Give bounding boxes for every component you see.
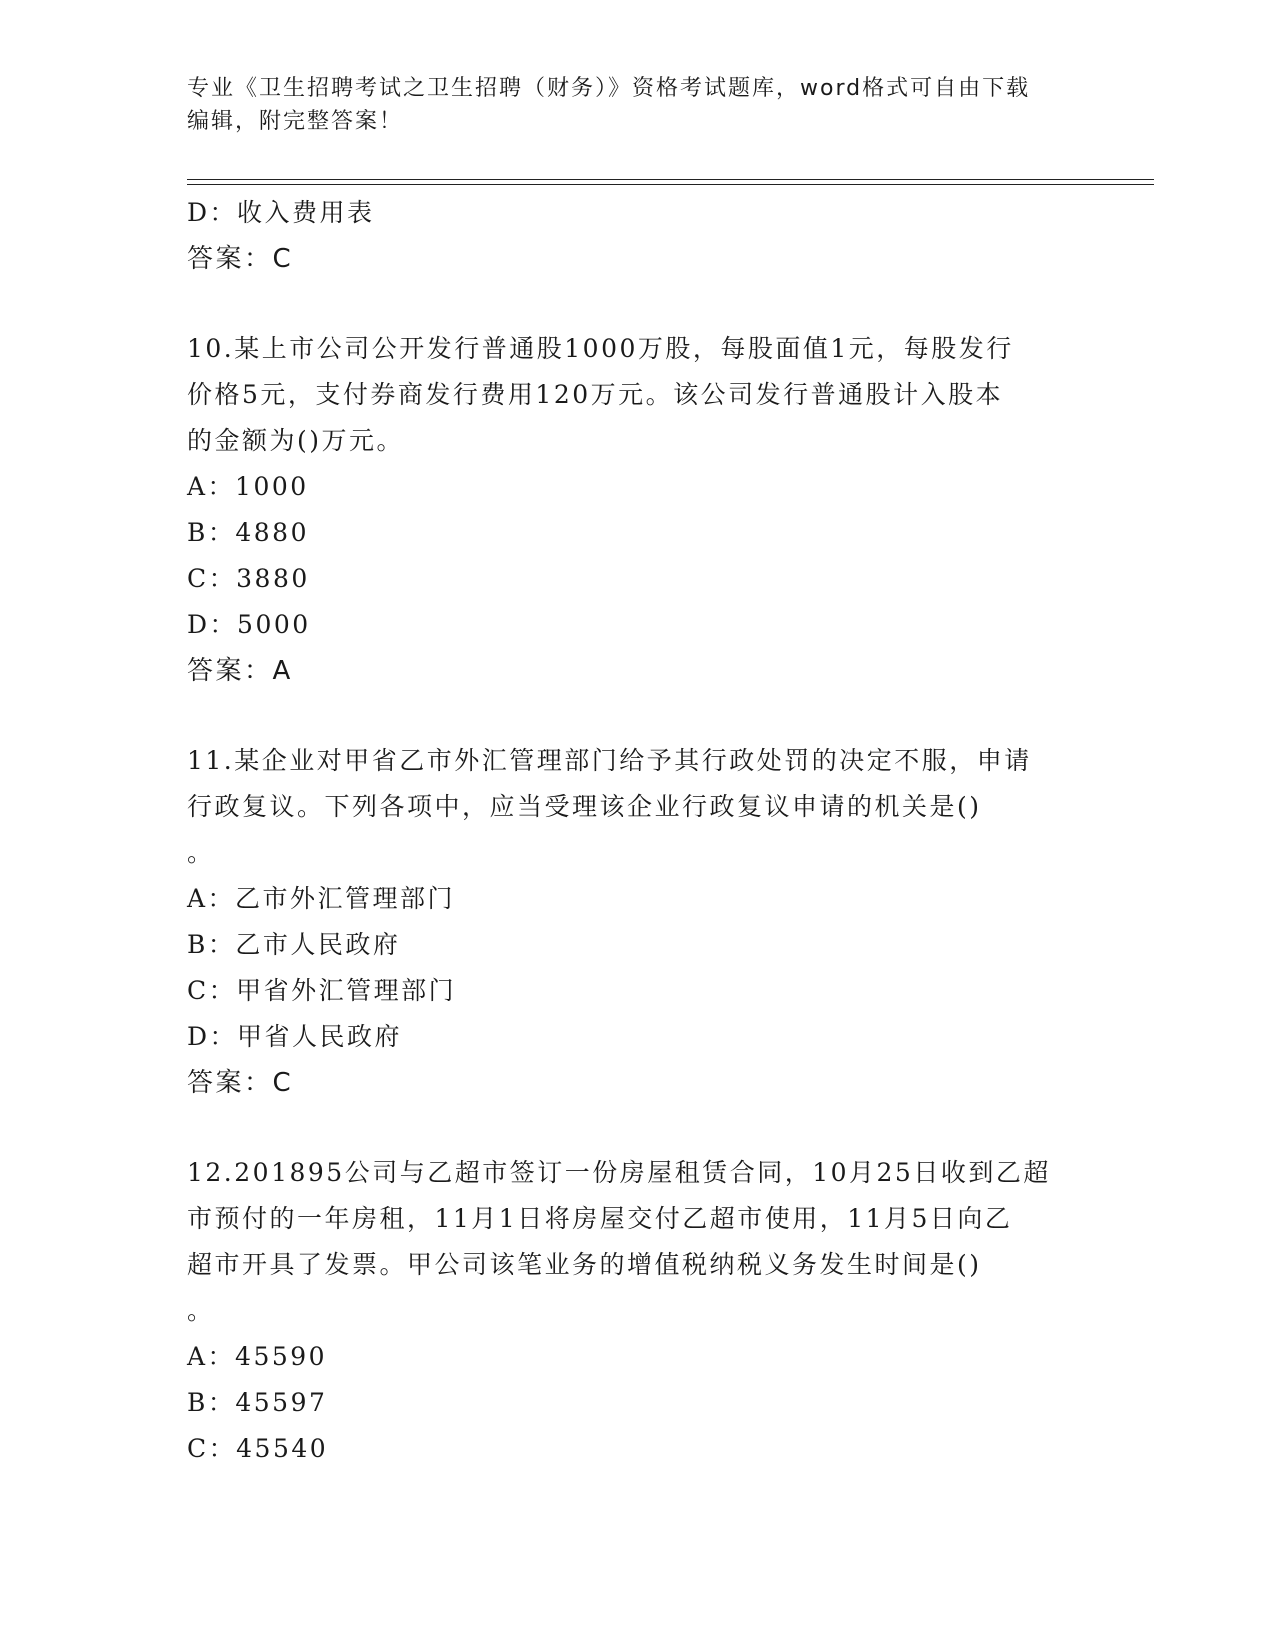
option-d: D：收入费用表	[187, 198, 375, 227]
question-line: 的金额为()万元。	[187, 426, 405, 455]
option-a: A：45590	[187, 1342, 328, 1371]
question-line: 12.201895公司与乙超市签订一份房屋租赁合同，10月25日收到乙超	[187, 1158, 1051, 1187]
document-header	[187, 72, 1087, 138]
header-rule-bottom	[187, 184, 1154, 185]
option-c: C：3880	[187, 564, 310, 593]
spacer	[187, 282, 1087, 326]
option-d: D：5000	[187, 610, 311, 639]
option-b: B：4880	[187, 518, 309, 547]
question-line: 价格5元，支付券商发行费用120万元。该公司发行普通股计入股本	[187, 380, 1004, 409]
spacer	[187, 694, 1087, 738]
option-c: C：甲省外汇管理部门	[187, 976, 457, 1005]
option-d: D：甲省人民政府	[187, 1022, 403, 1051]
question-line: 。	[187, 1296, 215, 1325]
question-line: 市预付的一年房租，11月1日将房屋交付乙超市使用，11月5日向乙	[187, 1204, 1013, 1233]
option-c: C：45540	[187, 1434, 329, 1463]
answer: 答案：A	[187, 656, 293, 686]
previous-question-tail	[187, 190, 1087, 282]
header-rule-top	[187, 179, 1154, 180]
option-a: A：乙市外汇管理部门	[187, 884, 456, 913]
answer: 答案：C	[187, 1068, 294, 1098]
question-12	[187, 1150, 1087, 1472]
option-b: B：45597	[187, 1388, 328, 1417]
question-line: 11.某企业对甲省乙市外汇管理部门给予其行政处罚的决定不服，申请	[187, 746, 1032, 775]
question-text	[187, 326, 1087, 464]
header-line-1: 专业《卫生招聘考试之卫生招聘（财务）》资格考试题库，word格式可自由下载	[187, 76, 1031, 101]
question-line: 10.某上市公司公开发行普通股1000万股，每股面值1元，每股发行	[187, 334, 1014, 363]
option-a: A：1000	[187, 472, 309, 501]
header-line-2: 编辑，附完整答案！	[187, 109, 404, 134]
question-10	[187, 326, 1087, 694]
document-body	[187, 190, 1087, 1472]
question-text	[187, 738, 1087, 876]
question-text	[187, 1150, 1087, 1334]
spacer	[187, 1106, 1087, 1150]
question-line: 超市开具了发票。甲公司该笔业务的增值税纳税义务发生时间是()	[187, 1250, 982, 1279]
question-line: 。	[187, 838, 215, 867]
option-b: B：乙市人民政府	[187, 930, 401, 959]
answer: 答案：C	[187, 244, 294, 274]
question-line: 行政复议。下列各项中，应当受理该企业行政复议申请的机关是()	[187, 792, 982, 821]
question-11	[187, 738, 1087, 1106]
